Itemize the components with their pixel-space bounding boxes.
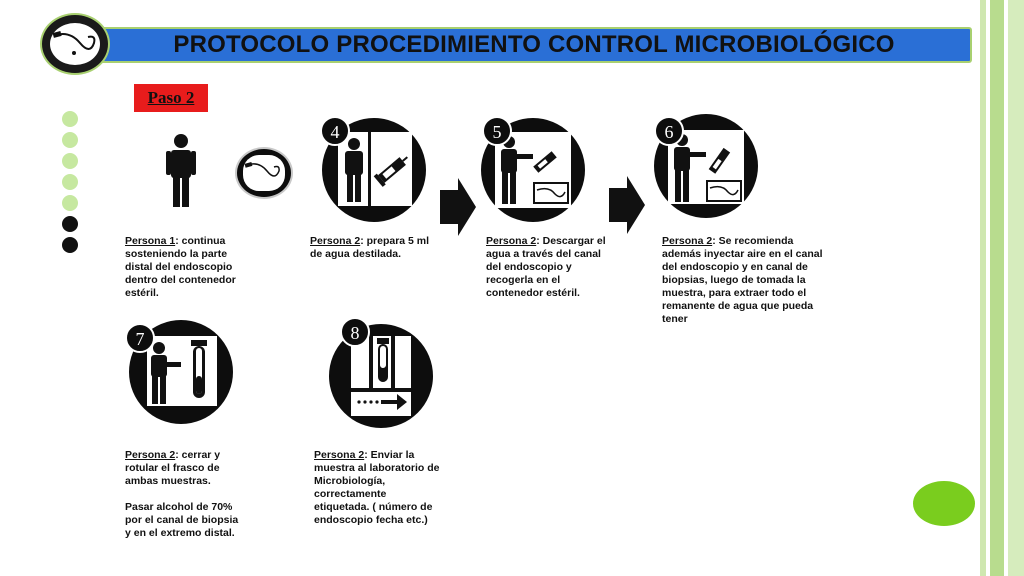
step-description: Persona 2: Enviar la muestra al laboratorio de Microbiología, correctamente etiquetada. ( número de endoscopio fecha etc.) [314,449,440,526]
step-badge [134,84,208,112]
decor-stripe [990,0,1004,576]
decor-oval [913,481,975,526]
endoscope-logo [40,13,110,75]
progress-dot-active [62,237,78,253]
step-number: 4 [320,116,350,146]
progress-dot-active [62,216,78,232]
step-number: 8 [340,317,370,347]
step-description: Persona 2: cerrar y rotular el frasco de ambas muestras. Pasar alcohol de 70% por el canal de biopsia y en el extremo distal. [125,449,239,539]
progress-dot [62,111,78,127]
send-sample-icon [351,336,411,416]
person-icon [163,133,199,207]
arrow-right-icon [440,178,476,236]
decor-stripe [980,0,986,576]
decor-stripe [1008,0,1024,576]
step-badge-label: Paso 2 [147,88,195,107]
discharge-water-icon [495,132,571,208]
step-description: Persona 2: prepara 5 ml de agua destilada. [310,235,430,260]
step-number: 7 [125,323,155,353]
progress-dot [62,153,78,169]
title-bar [96,27,972,63]
step-number: 6 [654,116,684,146]
endoscope-icon [50,23,100,65]
arrow-right-icon [609,176,645,234]
page-title: PROTOCOLO PROCEDIMIENTO CONTROL MICROBIOLÓGICO [173,31,895,58]
step-description: Persona 1: continua sosteniendo la parte distal del endoscopio dentro del contenedor estéril. [125,235,236,299]
progress-dot [62,174,78,190]
endoscope-circle-icon [235,147,293,199]
step-number: 5 [482,116,512,146]
progress-dot [62,195,78,211]
progress-dot [62,132,78,148]
seal-tube-icon [147,336,217,406]
syringe-icon [338,132,412,206]
step-description: Persona 2: Descargar el agua a través del canal del endoscopio y recogerla en el contenedor estéril. [486,235,606,299]
step-description: Persona 2: Se recomienda además inyectar aire en el canal del endoscopio y en canal de biopsias, luego de tomada la muestra, para extraer todo el remanente de agua que pueda tener [662,235,823,325]
